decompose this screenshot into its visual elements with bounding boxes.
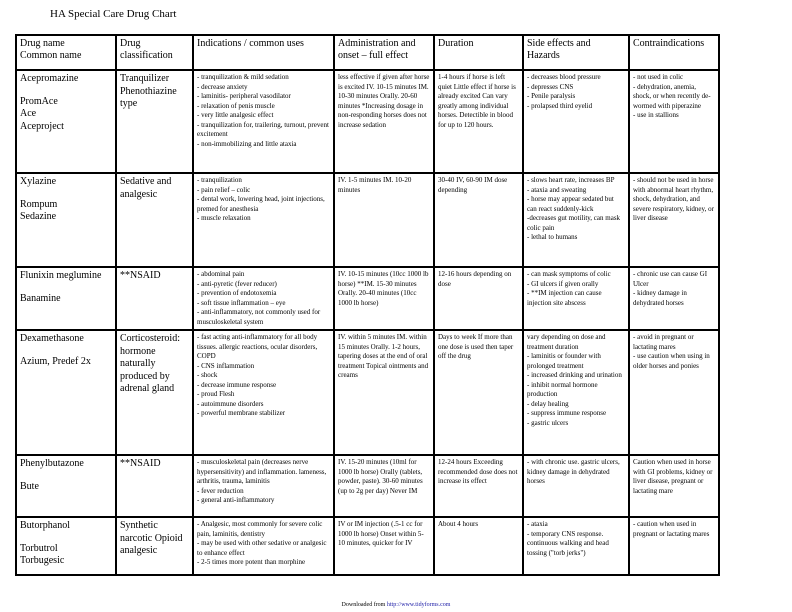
table-row	[16, 455, 719, 517]
administration-cell	[334, 517, 434, 575]
spacer	[20, 189, 112, 199]
side-effect-item: - depresses CNS	[527, 82, 574, 91]
drug-name: Dexamethasone	[20, 333, 84, 344]
indication-item: - very little analgesic effect	[197, 111, 274, 119]
indication-item: - may be used with other sedative or analgesic to enhance effect	[197, 539, 327, 557]
indication-item: - proud Flesh	[197, 390, 235, 398]
drug-chart-table	[15, 34, 720, 576]
contraindication-item: - use in stallions	[633, 111, 679, 119]
side-effect-item: - with chronic use. gastric ulcers, kidney damage in dehydrated horses	[527, 458, 620, 485]
administration-text: IV. within 5 minutes IM. within 15 minutes Orally. 1-2 hours, tapering doses at the end of oral treatment Topical ointments and creams	[338, 333, 429, 379]
header-drug-name-line2: Common name	[20, 50, 82, 61]
drug-name-cell	[16, 455, 116, 517]
side-effect-item: - decreases blood pressure	[527, 73, 601, 81]
classification: Sedative and analgesic	[120, 176, 172, 200]
indication-item: - decrease immune response	[197, 380, 277, 389]
common-name: Bute	[20, 480, 39, 492]
drug-name: Phenylbutazone	[20, 458, 84, 469]
duration-text: 12-24 hours Exceeding recommended dose does not increase its effect	[438, 458, 518, 485]
classification-cell	[116, 70, 193, 173]
indication-item: - Analgesic, most commonly for severe colic pain, laminitis, dentistry	[197, 520, 323, 538]
document-title: HA Special Care Drug Chart	[50, 8, 177, 20]
indication-item: - general anti-inflammatory	[197, 496, 275, 504]
classification: Synthetic narcotic Opioid analgesic	[120, 520, 183, 556]
classification: Corticosteroid: hormone naturally produced by adrenal gland	[120, 333, 180, 394]
classification-cell	[116, 267, 193, 330]
drug-name-cell	[16, 517, 116, 575]
side-effect-item: - delay healing	[527, 399, 569, 408]
common-name: Aceproject	[20, 120, 64, 132]
table-body	[16, 70, 719, 575]
side-effects-cell	[523, 70, 629, 173]
table-row	[16, 330, 719, 455]
contraindication-item: - should not be used in horse with abnormal heart rhythm, shock, dehydration, and severe respiratory, kidney, or liver disease	[633, 176, 714, 222]
classification-cell	[116, 517, 193, 575]
side-effect-item: - GI ulcers if given orally	[527, 279, 599, 288]
indications-cell	[193, 267, 334, 330]
duration-cell	[434, 517, 523, 575]
classification-cell	[116, 455, 193, 517]
side-effect-item: - ataxia	[527, 520, 548, 528]
spacer	[20, 471, 112, 481]
drug-name-cell	[16, 330, 116, 455]
side-effect-item: - laminitis or founder with prolonged treatment	[527, 352, 601, 370]
contraindication-item: - dehydration, anemia, shock, or when recently de-wormed with piperazine	[633, 82, 711, 110]
contraindication-item: Caution when used in horse with GI problems, kidney or liver disease, pregnant or lactating mare	[633, 458, 713, 495]
indication-item: - fever reduction	[197, 486, 244, 495]
contraindications-cell	[629, 517, 719, 575]
duration-text: 30-40 IV, 60-90 IM dose depending	[438, 176, 508, 194]
duration-cell	[434, 330, 523, 455]
indication-item: - anti-pyretic (fever reducer)	[197, 279, 277, 288]
contraindications-cell	[629, 455, 719, 517]
indication-item: - prevention of endotoxemia	[197, 289, 277, 297]
common-name: Azium, Predef 2x	[20, 355, 91, 367]
side-effect-item: - prolapsed third eyelid	[527, 101, 593, 110]
common-name: Banamine	[20, 292, 61, 304]
indication-item: - tranquilization for, trailering, turnout, prevent excitement	[197, 120, 329, 138]
contraindications-cell	[629, 70, 719, 173]
indications-cell	[193, 173, 334, 267]
table-row	[16, 173, 719, 267]
table-row	[16, 70, 719, 173]
drug-name: Acepromazine	[20, 73, 79, 84]
classification: Tranquilizer Phenothiazine type	[120, 73, 177, 109]
side-effect-item: - Penile paralysis	[527, 92, 576, 100]
side-effects-cell	[523, 455, 629, 517]
header-duration: Duration	[434, 35, 523, 70]
side-effect-item: - inhibit normal hormone production	[527, 380, 598, 398]
contraindications-cell	[629, 173, 719, 267]
header-classification: Drug classification	[116, 35, 193, 70]
indication-item: - soft tissue inflammation – eye	[197, 298, 286, 307]
header-indications: Indications / common uses	[193, 35, 334, 70]
indication-item: - decrease anxiety	[197, 82, 248, 91]
duration-text: Days to week If more than one dose is used then taper off the drug	[438, 333, 514, 360]
administration-cell	[334, 267, 434, 330]
spacer	[20, 533, 112, 543]
indication-item: - pain relief – colic	[197, 185, 251, 194]
common-name: Torbutrol	[20, 542, 58, 554]
header-drug-name	[16, 35, 116, 70]
contraindication-item: - kidney damage in dehydrated horses	[633, 289, 687, 307]
administration-text: less effective if given after horse is excited IV. 10-15 minutes IM. 10-30 minutes Orally. 20-60 minutes *Increasing dosage in non-responding horses does not increase sedation	[338, 73, 430, 129]
table-row	[16, 267, 719, 330]
spacer	[20, 346, 112, 356]
duration-cell	[434, 70, 523, 173]
indication-item: - musculoskeletal pain (decreases nerve hypersensitivity) and inflammation. lameness, arthritis, trauma, laminitis	[197, 458, 327, 485]
administration-cell	[334, 330, 434, 455]
header-drug-name-line1: Drug name	[20, 38, 65, 49]
duration-text: About 4 hours	[438, 520, 479, 528]
drug-name: Xylazine	[20, 176, 57, 187]
indications-cell	[193, 517, 334, 575]
header-administration: Administration and onset – full effect	[334, 35, 434, 70]
drug-name: Butorphanol	[20, 520, 70, 531]
side-effect-item: - lethal to humans	[527, 233, 578, 241]
side-effect-item: vary depending on dose and treatment duration	[527, 333, 606, 351]
contraindication-item: - avoid in pregnant or lactating mares	[633, 333, 694, 351]
side-effect-item: - gastric ulcers	[527, 418, 569, 427]
side-effects-cell	[523, 517, 629, 575]
indication-item: - powerful membrane stabilizer	[197, 409, 286, 417]
header-row	[16, 35, 719, 70]
side-effect-item: -decreases gut motility, can mask colic pain	[527, 214, 621, 232]
indication-item: - muscle relaxation	[197, 214, 251, 222]
side-effect-item: - suppress immune response	[527, 409, 607, 417]
side-effect-item: - can mask symptoms of colic	[527, 270, 611, 278]
duration-cell	[434, 173, 523, 267]
common-name: Rompum	[20, 198, 58, 210]
side-effect-item: - horse may appear sedated but can react suddenly-kick	[527, 195, 614, 213]
side-effect-item: - slows heart rate, increases BP	[527, 176, 615, 184]
indication-item: - autoimmune disorders	[197, 399, 264, 408]
indication-item: - dental work, lowering head, joint injections, premed for anesthesia	[197, 195, 325, 213]
contraindication-item: - not used in colic	[633, 73, 684, 81]
contraindications-cell	[629, 330, 719, 455]
side-effects-cell	[523, 173, 629, 267]
contraindication-item: - caution when used in pregnant or lactating mares	[633, 520, 710, 538]
administration-cell	[334, 173, 434, 267]
indications-cell	[193, 455, 334, 517]
indication-item: - non-immobilizing and little ataxia	[197, 139, 297, 148]
drug-name-cell	[16, 267, 116, 330]
header-side-effects: Side effects and Hazards	[523, 35, 629, 70]
drug-name-cell	[16, 70, 116, 173]
side-effect-item: - ataxia and sweating	[527, 185, 587, 194]
side-effects-cell	[523, 330, 629, 455]
classification-cell	[116, 173, 193, 267]
footer-link[interactable]: http://www.tidyforms.com	[386, 602, 451, 608]
duration-cell	[434, 455, 523, 517]
administration-text: IV or IM injection (.5-1 cc for 1000 lb horse) Onset within 5-10 minutes, quicker for IV	[338, 520, 424, 547]
common-name: Torbugesic	[20, 555, 65, 566]
indications-cell	[193, 330, 334, 455]
contraindication-item: - chronic use can cause GI Ulcer	[633, 270, 708, 288]
side-effects-cell	[523, 267, 629, 330]
indication-item: - tranquilization & mild sedation	[197, 73, 289, 81]
indication-item: - anti-inflammatory, not commonly used for musculoskeletal system	[197, 308, 321, 326]
classification: **NSAID	[120, 270, 161, 281]
contraindications-cell	[629, 267, 719, 330]
common-name: Ace	[20, 108, 37, 119]
indications-cell	[193, 70, 334, 173]
header-contraindications: Contraindications	[629, 35, 719, 70]
drug-name-cell	[16, 173, 116, 267]
administration-cell	[334, 455, 434, 517]
footer-prefix: Downloaded from	[341, 602, 386, 608]
indication-item: - shock	[197, 371, 218, 379]
spacer	[20, 283, 112, 293]
side-effect-item: - temporary CNS response. continuous walking and head tossing ("torb jerks")	[527, 529, 609, 557]
table-row	[16, 517, 719, 575]
indication-item: - laminitis- peripheral vasodilator	[197, 92, 291, 100]
common-name: Sedazine	[20, 211, 57, 222]
duration-text: 1-4 hours if horse is left quiet Little effect if horse is already excited Can vary greatly among individual horses. Detectible in blood for up to 120 hours.	[438, 73, 516, 129]
duration-cell	[434, 267, 523, 330]
classification: **NSAID	[120, 458, 161, 469]
drug-name: Flunixin meglumine	[20, 270, 102, 281]
indication-item: - abdominal pain	[197, 270, 245, 278]
administration-text: IV. 1-5 minutes IM. 10-20 minutes	[338, 176, 412, 194]
indication-item: - tranquilization	[197, 176, 242, 184]
side-effect-item: - **IM injection can cause injection site abscess	[527, 289, 602, 307]
indication-item: - relaxation of penis muscle	[197, 101, 275, 110]
side-effect-item: - increased drinking and urination	[527, 371, 622, 379]
common-name: PromAce	[20, 95, 58, 107]
administration-text: IV. 10-15 minutes (10cc 1000 lb horse) **IM. 15-30 minutes Orally. 20-40 minutes (10cc 1000 lb horse)	[338, 270, 429, 307]
indication-item: - 2-5 times more potent than morphine	[197, 558, 306, 566]
indication-item: - CNS inflammation	[197, 361, 255, 370]
indication-item: - fast acting anti-inflammatory for all body tissues. allergic reactions, ocular disorders, COPD	[197, 333, 318, 360]
duration-text: 12-16 hours depending on dose	[438, 270, 512, 288]
contraindication-item: - use caution when using in older horses and ponies	[633, 352, 710, 370]
spacer	[20, 86, 112, 96]
footer	[0, 602, 792, 608]
administration-cell	[334, 70, 434, 173]
administration-text: IV. 15-20 minutes (10ml for 1000 lb horse) Orally (tablets, powder, paste). 30-60 minutes (up to 2g per day) Never IM	[338, 458, 423, 495]
classification-cell	[116, 330, 193, 455]
